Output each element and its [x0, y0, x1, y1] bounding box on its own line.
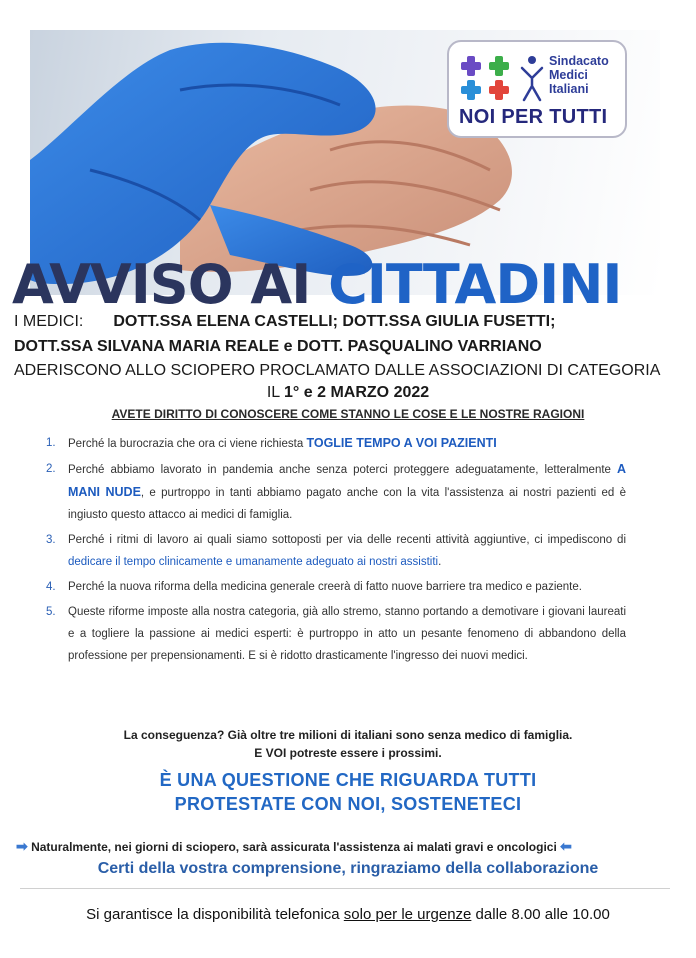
doctors-line-2: DOTT.SSA SILVANA MARIA REALE e DOTT. PASQUALINO VARRIANO	[14, 338, 542, 355]
list-item: 5. Queste riforme imposte alla nostra categoria, già allo stremo, stanno portando a demotivare i giovani laureati e a togliere la passione ai medici esperti: è purtroppo in atto un pesante fenomeno di abbandono della professione per prepensionamenti. E si è ridotto drasticamente l'ingresso dei nuovi medici.	[46, 606, 626, 662]
headline-part2: CITTADINI	[328, 253, 622, 316]
arrow-left-icon: ⬅	[560, 838, 572, 854]
medical-crosses-icon	[459, 54, 515, 102]
subtitle: AVETE DIRITTO DI CONOSCERE COME STANNO LE COSE E LE NOSTRE RAGIONI	[111, 407, 585, 421]
doctors-label: I MEDICI:	[14, 313, 84, 330]
person-icon	[519, 54, 545, 102]
strike-date: IL 1° e 2 MARZO 2022	[266, 384, 430, 401]
reasons-list	[46, 432, 626, 670]
doctors-names-1: DOTT.SSA ELENA CASTELLI; DOTT.SSA GIULIA FUSETTI;	[113, 313, 556, 330]
consequence-text: La conseguenza? Già oltre tre milioni di italiani sono senza medico di famiglia. E VOI potreste essere i prossimi.	[123, 728, 573, 760]
list-item: 3. Perché i ritmi di lavoro ai quali siamo sottoposti per via delle recenti attività aggiuntive, ci impediscono di dedicare il tempo clinicamente e umanamente adeguato ai nostri assistiti.	[46, 534, 626, 568]
union-logo	[447, 40, 627, 138]
arrow-right-icon: ➡	[16, 838, 28, 854]
list-item: 2. Perché abbiamo lavorato in pandemia anche senza poterci proteggere adeguatamente, letteralmente A MANI NUDE, e purtroppo in tanti abbiamo pagato anche con la vita l'assistenza ai nostri pazienti ed è ingiusto questo attacco ai medici di famiglia.	[46, 462, 626, 521]
thanks-text: Certi della vostra comprensione, ringraziamo della collaborazione	[97, 860, 599, 877]
list-item: 4. Perché la nuova riforma della medicina generale creerà di fatto nuove barriere tra medico e paziente.	[46, 581, 582, 593]
headline	[12, 253, 622, 316]
adhere-statement: ADERISCONO ALLO SCIOPERO PROCLAMATO DALLE ASSOCIAZIONI DI CATEGORIA	[14, 362, 661, 379]
service-notice: ➡ Naturalmente, nei giorni di sciopero, sarà assicurata l'assistenza ai malati gravi e oncologici ⬅	[16, 838, 572, 854]
doctors-line-1	[14, 313, 555, 331]
phone-availability: Si garantisce la disponibilità telefonica solo per le urgenze dalle 8.00 alle 10.00	[86, 906, 610, 923]
union-name: Sindacato Medici Italiani	[549, 54, 609, 96]
union-slogan: NOI PER TUTTI	[459, 106, 608, 128]
divider	[20, 888, 670, 889]
call-to-action: È UNA QUESTIONE CHE RIGUARDA TUTTI PROTESTATE CON NOI, SOSTENETECI	[159, 770, 537, 814]
list-item: 1. Perché la burocrazia che ora ci viene richiesta TOGLIE TEMPO A VOI PAZIENTI	[46, 436, 497, 450]
headline-part1: AVVISO AI	[12, 253, 329, 316]
